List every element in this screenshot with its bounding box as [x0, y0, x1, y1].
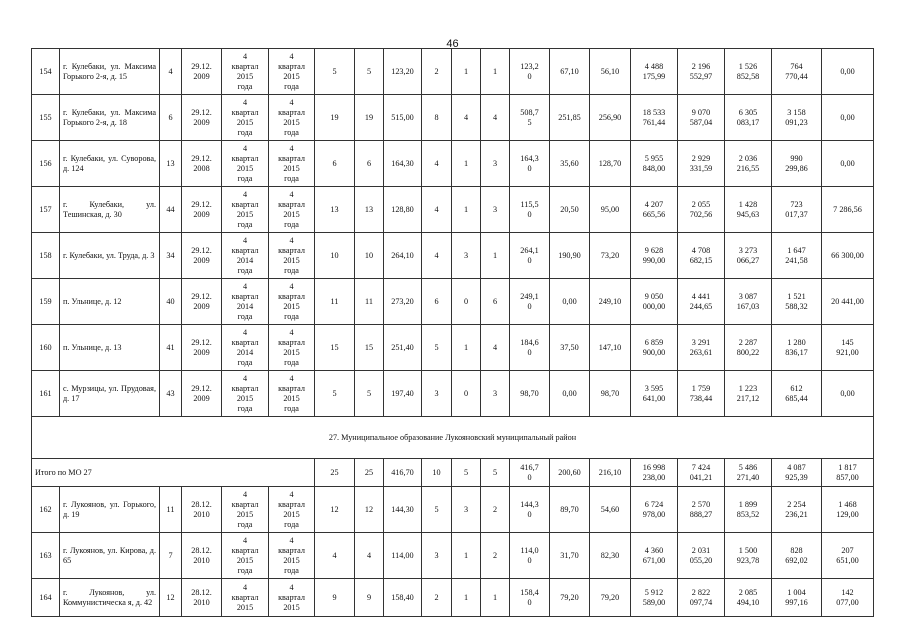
- cost-extra: 0,00: [822, 49, 874, 95]
- area-private: 0,00: [550, 279, 590, 325]
- cost-fund: 9 070 587,04: [678, 95, 725, 141]
- address: г. Кулебаки, ул. Максима Горького 2-я, д. 15: [60, 49, 160, 95]
- area-private: 20,50: [550, 187, 590, 233]
- cost-extra: 207 651,00: [822, 533, 874, 579]
- address: г. Кулебаки, ул. Труда, д. 3: [60, 233, 160, 279]
- cost-fund: 3 291 263,61: [678, 325, 725, 371]
- planned-resettlement: 4 квартал 2015 года: [222, 371, 269, 417]
- house-id: 7: [160, 533, 182, 579]
- area-private: 251,85: [550, 95, 590, 141]
- area-total: 249,1 0: [510, 279, 550, 325]
- premises-total: 3: [422, 533, 452, 579]
- premises-total: 6: [422, 279, 452, 325]
- resettled-count: 15: [355, 325, 384, 371]
- housing-program-table: [31, 48, 874, 617]
- table-row: [32, 49, 874, 95]
- row-number: 164: [32, 579, 60, 617]
- cost-local: 3 158 091,23: [772, 95, 822, 141]
- row-number: 160: [32, 325, 60, 371]
- planned-resettlement: 4 квартал 2015: [222, 579, 269, 617]
- premises-municipal: 2: [481, 533, 510, 579]
- row-number: 156: [32, 141, 60, 187]
- area-private: 37,50: [550, 325, 590, 371]
- premises-total: 3: [422, 371, 452, 417]
- cost-fund: 4 708 682,15: [678, 233, 725, 279]
- premises-private: 1: [452, 141, 481, 187]
- planned-demolition: 4 квартал 2015 года: [269, 533, 315, 579]
- recognition-date: 29.12. 2009: [182, 371, 222, 417]
- cost-local: 723 017,37: [772, 187, 822, 233]
- planned-demolition: 4 квартал 2015 года: [269, 141, 315, 187]
- recognition-date: 28.12. 2010: [182, 487, 222, 533]
- cost-total: 6 724 978,00: [631, 487, 678, 533]
- resettled-count: 11: [355, 279, 384, 325]
- cost-fund: 4 441 244,65: [678, 279, 725, 325]
- resettled-count: 10: [355, 233, 384, 279]
- address: с. Мурзицы, ул. Прудовая, д. 17: [60, 371, 160, 417]
- cost-total: 9 628 990,00: [631, 233, 678, 279]
- planned-resettlement: 4 квартал 2015 года: [222, 187, 269, 233]
- cost-total: 4 207 665,56: [631, 187, 678, 233]
- resettled-count: 5: [355, 371, 384, 417]
- recognition-date: 29.12. 2009: [182, 325, 222, 371]
- planned-demolition: 4 квартал 2015: [269, 579, 315, 617]
- cost-region: 1 223 217,12: [725, 371, 772, 417]
- area-total: 164,3 0: [510, 141, 550, 187]
- cost-region: 3 087 167,03: [725, 279, 772, 325]
- table-row: [32, 579, 874, 617]
- cost-fund: 2 822 097,74: [678, 579, 725, 617]
- area-total: 158,4 0: [510, 579, 550, 617]
- residents-count: 15: [315, 325, 355, 371]
- premises-total: 2: [422, 579, 452, 617]
- area-municipal: 56,10: [590, 49, 631, 95]
- recognition-date: 29.12. 2009: [182, 233, 222, 279]
- cost-local: 828 692,02: [772, 533, 822, 579]
- premises-private: 0: [452, 279, 481, 325]
- premises-total: 10: [422, 459, 452, 487]
- row-number: 155: [32, 95, 60, 141]
- planned-demolition: 4 квартал 2015 года: [269, 187, 315, 233]
- residents-count: 4: [315, 533, 355, 579]
- area-private: 200,60: [550, 459, 590, 487]
- address: п. Ульнице, д. 12: [60, 279, 160, 325]
- cost-extra: 0,00: [822, 95, 874, 141]
- premises-municipal: 4: [481, 325, 510, 371]
- table-row: [32, 533, 874, 579]
- premises-total: 4: [422, 141, 452, 187]
- cost-local: 764 770,44: [772, 49, 822, 95]
- planned-resettlement: 4 квартал 2015 года: [222, 487, 269, 533]
- cost-total: 3 595 641,00: [631, 371, 678, 417]
- cost-local: 1 280 836,17: [772, 325, 822, 371]
- premises-private: 1: [452, 533, 481, 579]
- house-id: 12: [160, 579, 182, 617]
- cost-local: 1 004 997,16: [772, 579, 822, 617]
- cost-fund: 7 424 041,21: [678, 459, 725, 487]
- cost-local: 612 685,44: [772, 371, 822, 417]
- cost-region: 1 428 945,63: [725, 187, 772, 233]
- cost-fund: 2 570 888,27: [678, 487, 725, 533]
- residents-count: 5: [315, 49, 355, 95]
- area-private: 31,70: [550, 533, 590, 579]
- premises-municipal: 3: [481, 187, 510, 233]
- area: 515,00: [384, 95, 422, 141]
- premises-municipal: 3: [481, 371, 510, 417]
- row-number: 161: [32, 371, 60, 417]
- premises-private: 5: [452, 459, 481, 487]
- area-municipal: 79,20: [590, 579, 631, 617]
- cost-region: 2 287 800,22: [725, 325, 772, 371]
- premises-total: 4: [422, 187, 452, 233]
- house-id: 6: [160, 95, 182, 141]
- table-row: [32, 233, 874, 279]
- area-municipal: 128,70: [590, 141, 631, 187]
- resettled-count: 25: [355, 459, 384, 487]
- residents-count: 5: [315, 371, 355, 417]
- row-number: 163: [32, 533, 60, 579]
- area: 128,80: [384, 187, 422, 233]
- area-private: 89,70: [550, 487, 590, 533]
- cost-region: 2 036 216,55: [725, 141, 772, 187]
- planned-demolition: 4 квартал 2015 года: [269, 95, 315, 141]
- premises-municipal: 6: [481, 279, 510, 325]
- cost-fund: 2 929 331,59: [678, 141, 725, 187]
- area: 264,10: [384, 233, 422, 279]
- premises-private: 0: [452, 371, 481, 417]
- recognition-date: 29.12. 2009: [182, 279, 222, 325]
- premises-municipal: 4: [481, 95, 510, 141]
- table-row: [32, 487, 874, 533]
- cost-extra: 145 921,00: [822, 325, 874, 371]
- planned-demolition: 4 квартал 2015 года: [269, 325, 315, 371]
- house-id: 11: [160, 487, 182, 533]
- premises-total: 8: [422, 95, 452, 141]
- area: 158,40: [384, 579, 422, 617]
- area: 251,40: [384, 325, 422, 371]
- cost-total: 4 360 671,00: [631, 533, 678, 579]
- address: г. Кулебаки, ул. Тешинская, д. 30: [60, 187, 160, 233]
- cost-region: 3 273 066,27: [725, 233, 772, 279]
- row-number: 157: [32, 187, 60, 233]
- cost-total: 4 488 175,99: [631, 49, 678, 95]
- cost-extra: 0,00: [822, 141, 874, 187]
- row-number: 162: [32, 487, 60, 533]
- planned-resettlement: 4 квартал 2014 года: [222, 233, 269, 279]
- row-number: 158: [32, 233, 60, 279]
- section-title: 27. Муниципальное образование Лукояновский муниципальный район: [32, 417, 874, 459]
- planned-demolition: 4 квартал 2015 года: [269, 371, 315, 417]
- residents-count: 13: [315, 187, 355, 233]
- cost-fund: 2 196 552,97: [678, 49, 725, 95]
- area-municipal: 249,10: [590, 279, 631, 325]
- house-id: 13: [160, 141, 182, 187]
- address: г. Кулебаки, ул. Максима Горького 2-я, д. 18: [60, 95, 160, 141]
- section-row: [32, 417, 874, 459]
- premises-private: 3: [452, 233, 481, 279]
- cost-region: 2 085 494,10: [725, 579, 772, 617]
- cost-total: 18 533 761,44: [631, 95, 678, 141]
- cost-extra: 1 468 129,00: [822, 487, 874, 533]
- premises-municipal: 3: [481, 141, 510, 187]
- cost-total: 5 955 848,00: [631, 141, 678, 187]
- address: г. Лукоянов, ул. Горького, д. 19: [60, 487, 160, 533]
- area: 123,20: [384, 49, 422, 95]
- area-private: 0,00: [550, 371, 590, 417]
- cost-region: 5 486 271,40: [725, 459, 772, 487]
- cost-local: 990 299,86: [772, 141, 822, 187]
- cost-local: 1 521 588,32: [772, 279, 822, 325]
- recognition-date: 29.12. 2009: [182, 187, 222, 233]
- planned-demolition: 4 квартал 2015 года: [269, 279, 315, 325]
- premises-municipal: 1: [481, 233, 510, 279]
- premises-municipal: 5: [481, 459, 510, 487]
- resettled-count: 19: [355, 95, 384, 141]
- address: п. Ульнице, д. 13: [60, 325, 160, 371]
- cost-region: 1 899 853,52: [725, 487, 772, 533]
- planned-demolition: 4 квартал 2015 года: [269, 487, 315, 533]
- cost-local: 2 254 236,21: [772, 487, 822, 533]
- planned-resettlement: 4 квартал 2015 года: [222, 95, 269, 141]
- resettled-count: 4: [355, 533, 384, 579]
- premises-municipal: 2: [481, 487, 510, 533]
- recognition-date: 28.12. 2010: [182, 533, 222, 579]
- premises-private: 3: [452, 487, 481, 533]
- area-private: 67,10: [550, 49, 590, 95]
- recognition-date: 29.12. 2009: [182, 49, 222, 95]
- planned-resettlement: 4 квартал 2015 года: [222, 533, 269, 579]
- area-total: 184,6 0: [510, 325, 550, 371]
- premises-private: 1: [452, 579, 481, 617]
- cost-fund: 1 759 738,44: [678, 371, 725, 417]
- cost-fund: 2 031 055,20: [678, 533, 725, 579]
- area-municipal: 147,10: [590, 325, 631, 371]
- area-private: 35,60: [550, 141, 590, 187]
- premises-total: 5: [422, 487, 452, 533]
- area-municipal: 95,00: [590, 187, 631, 233]
- table-row: [32, 95, 874, 141]
- cost-extra: 20 441,00: [822, 279, 874, 325]
- address: г. Кулебаки, ул. Суворова, д. 124: [60, 141, 160, 187]
- page-number: 46: [446, 38, 459, 50]
- area-total: 508,7 5: [510, 95, 550, 141]
- area: 144,30: [384, 487, 422, 533]
- cost-extra: 142 077,00: [822, 579, 874, 617]
- total-row: [32, 459, 874, 487]
- planned-resettlement: 4 квартал 2015 года: [222, 49, 269, 95]
- house-id: 34: [160, 233, 182, 279]
- planned-resettlement: 4 квартал 2014 года: [222, 325, 269, 371]
- residents-count: 12: [315, 487, 355, 533]
- cost-total: 6 859 900,00: [631, 325, 678, 371]
- cost-extra: 7 286,56: [822, 187, 874, 233]
- planned-resettlement: 4 квартал 2014 года: [222, 279, 269, 325]
- recognition-date: 28.12. 2010: [182, 579, 222, 617]
- area-total: 123,2 0: [510, 49, 550, 95]
- area: 416,70: [384, 459, 422, 487]
- cost-region: 1 526 852,58: [725, 49, 772, 95]
- table-row: [32, 371, 874, 417]
- area-total: 144,3 0: [510, 487, 550, 533]
- area-municipal: 54,60: [590, 487, 631, 533]
- area-total: 416,7 0: [510, 459, 550, 487]
- area-private: 79,20: [550, 579, 590, 617]
- cost-extra: 0,00: [822, 371, 874, 417]
- premises-total: 4: [422, 233, 452, 279]
- total-label: Итого по МО 27: [32, 459, 315, 487]
- row-number: 154: [32, 49, 60, 95]
- cost-extra: 66 300,00: [822, 233, 874, 279]
- address: г. Лукоянов, ул. Коммунистическа я, д. 42: [60, 579, 160, 617]
- residents-count: 25: [315, 459, 355, 487]
- cost-local: 4 087 925,39: [772, 459, 822, 487]
- table-row: [32, 141, 874, 187]
- premises-private: 4: [452, 95, 481, 141]
- cost-total: 5 912 589,00: [631, 579, 678, 617]
- row-number: 159: [32, 279, 60, 325]
- resettled-count: 5: [355, 49, 384, 95]
- cost-region: 1 500 923,78: [725, 533, 772, 579]
- recognition-date: 29.12. 2008: [182, 141, 222, 187]
- residents-count: 19: [315, 95, 355, 141]
- planned-demolition: 4 квартал 2015 года: [269, 49, 315, 95]
- house-id: 40: [160, 279, 182, 325]
- table-row: [32, 187, 874, 233]
- resettled-count: 12: [355, 487, 384, 533]
- area-municipal: 98,70: [590, 371, 631, 417]
- recognition-date: 29.12. 2009: [182, 95, 222, 141]
- premises-private: 1: [452, 325, 481, 371]
- area-total: 115,5 0: [510, 187, 550, 233]
- premises-total: 5: [422, 325, 452, 371]
- cost-fund: 2 055 702,56: [678, 187, 725, 233]
- planned-demolition: 4 квартал 2015 года: [269, 233, 315, 279]
- house-id: 44: [160, 187, 182, 233]
- table-row: [32, 279, 874, 325]
- area-total: 264,1 0: [510, 233, 550, 279]
- cost-local: 1 647 241,58: [772, 233, 822, 279]
- area: 273,20: [384, 279, 422, 325]
- area: 114,00: [384, 533, 422, 579]
- area-municipal: 82,30: [590, 533, 631, 579]
- premises-municipal: 1: [481, 579, 510, 617]
- area-municipal: 216,10: [590, 459, 631, 487]
- residents-count: 9: [315, 579, 355, 617]
- residents-count: 10: [315, 233, 355, 279]
- resettled-count: 9: [355, 579, 384, 617]
- table-row: [32, 325, 874, 371]
- area-total: 98,70: [510, 371, 550, 417]
- area-private: 190,90: [550, 233, 590, 279]
- cost-extra: 1 817 857,00: [822, 459, 874, 487]
- resettled-count: 6: [355, 141, 384, 187]
- planned-resettlement: 4 квартал 2015 года: [222, 141, 269, 187]
- cost-total: 16 998 238,00: [631, 459, 678, 487]
- residents-count: 6: [315, 141, 355, 187]
- area: 164,30: [384, 141, 422, 187]
- area-total: 114,0 0: [510, 533, 550, 579]
- premises-municipal: 1: [481, 49, 510, 95]
- house-id: 43: [160, 371, 182, 417]
- premises-private: 1: [452, 187, 481, 233]
- house-id: 41: [160, 325, 182, 371]
- cost-region: 6 305 083,17: [725, 95, 772, 141]
- area: 197,40: [384, 371, 422, 417]
- residents-count: 11: [315, 279, 355, 325]
- cost-total: 9 050 000,00: [631, 279, 678, 325]
- house-id: 4: [160, 49, 182, 95]
- premises-private: 1: [452, 49, 481, 95]
- premises-total: 2: [422, 49, 452, 95]
- address: г. Лукоянов, ул. Кирова, д. 65: [60, 533, 160, 579]
- resettled-count: 13: [355, 187, 384, 233]
- area-municipal: 256,90: [590, 95, 631, 141]
- area-municipal: 73,20: [590, 233, 631, 279]
